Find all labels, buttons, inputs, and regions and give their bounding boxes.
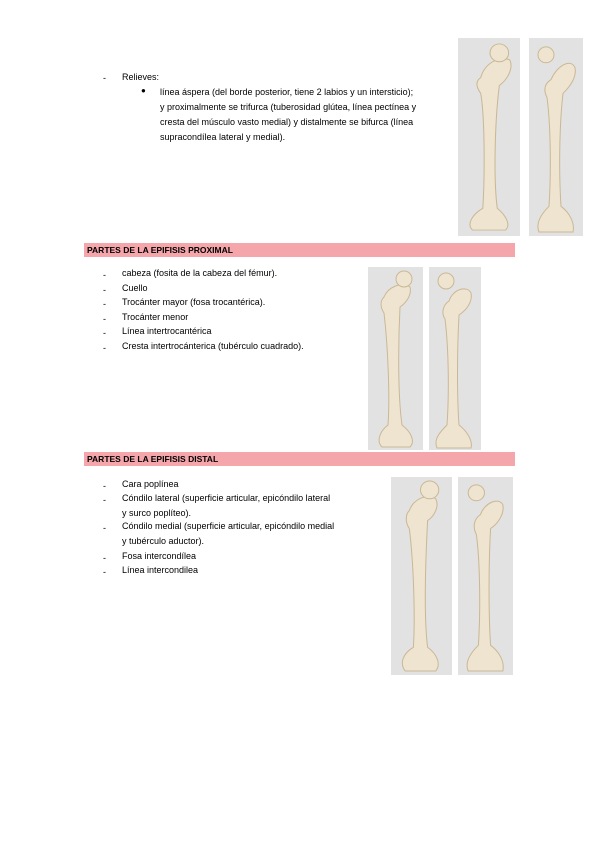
list-item-text: Fosa intercondílea xyxy=(122,551,197,561)
femur-posterior-image xyxy=(429,267,481,450)
list-dash: - xyxy=(103,523,106,533)
bullet-dot: ● xyxy=(141,86,146,95)
femur-anterior-image xyxy=(368,267,423,450)
femur-anterior-image xyxy=(391,477,452,675)
section-title: PARTES DE LA EPIFISIS PROXIMAL xyxy=(87,245,233,255)
list-dash: - xyxy=(103,285,106,295)
list-dash: - xyxy=(103,481,106,491)
relieves-description xyxy=(160,85,416,145)
femur-anterior-image xyxy=(458,38,520,236)
list-item-text: Línea intercondilea xyxy=(122,565,199,575)
list-item-text: Cuello xyxy=(122,283,148,293)
list-dash: - xyxy=(103,553,106,563)
relieves-line: línea áspera (del borde posterior, tiene 2 labios y un intersticio); xyxy=(160,87,414,97)
femur-posterior-image xyxy=(529,38,583,236)
femur-posterior-image xyxy=(458,477,513,675)
relieves-line: y proximalmente se trifurca (tuberosidad glútea, línea pectínea y xyxy=(160,102,417,112)
list-item-text: Cara poplínea xyxy=(122,479,179,489)
list-dash: - xyxy=(103,495,106,505)
section-header-proximal xyxy=(84,243,515,257)
section-header-distal xyxy=(84,452,515,466)
list-dash: - xyxy=(103,73,106,83)
list-item-text: Línea intertrocantérica xyxy=(122,326,212,336)
list-item-text: Trocánter mayor (fosa trocantérica). xyxy=(122,297,266,307)
list-item-line: Cóndilo lateral (superficie articular, epicóndilo lateral xyxy=(122,493,331,503)
list-item-text xyxy=(122,519,334,549)
list-dash: - xyxy=(103,270,106,280)
list-item-text: Trocánter menor xyxy=(122,312,189,322)
relieves-line: cresta del músculo vasto medial) y distalmente se bifurca (línea xyxy=(160,117,414,127)
list-dash: - xyxy=(103,343,106,353)
list-dash: - xyxy=(103,328,106,338)
list-item-line: y surco poplíteo). xyxy=(122,508,192,518)
list-dash: - xyxy=(103,314,106,324)
list-item-text: Cresta intertrocánterica (tubérculo cuadrado). xyxy=(122,341,304,351)
list-item-line: Cóndilo medial (superficie articular, epicóndilo medial xyxy=(122,521,335,531)
relieves-heading: Relieves: xyxy=(122,72,160,82)
list-item-line: y tubérculo aductor). xyxy=(122,536,205,546)
list-dash: - xyxy=(103,299,106,309)
list-item-text: cabeza (fosita de la cabeza del fémur). xyxy=(122,268,278,278)
section-title: PARTES DE LA EPIFISIS DISTAL xyxy=(87,454,219,464)
relieves-line: supracondílea lateral y medial). xyxy=(160,132,286,142)
list-item-text xyxy=(122,491,330,521)
list-dash: - xyxy=(103,567,106,577)
